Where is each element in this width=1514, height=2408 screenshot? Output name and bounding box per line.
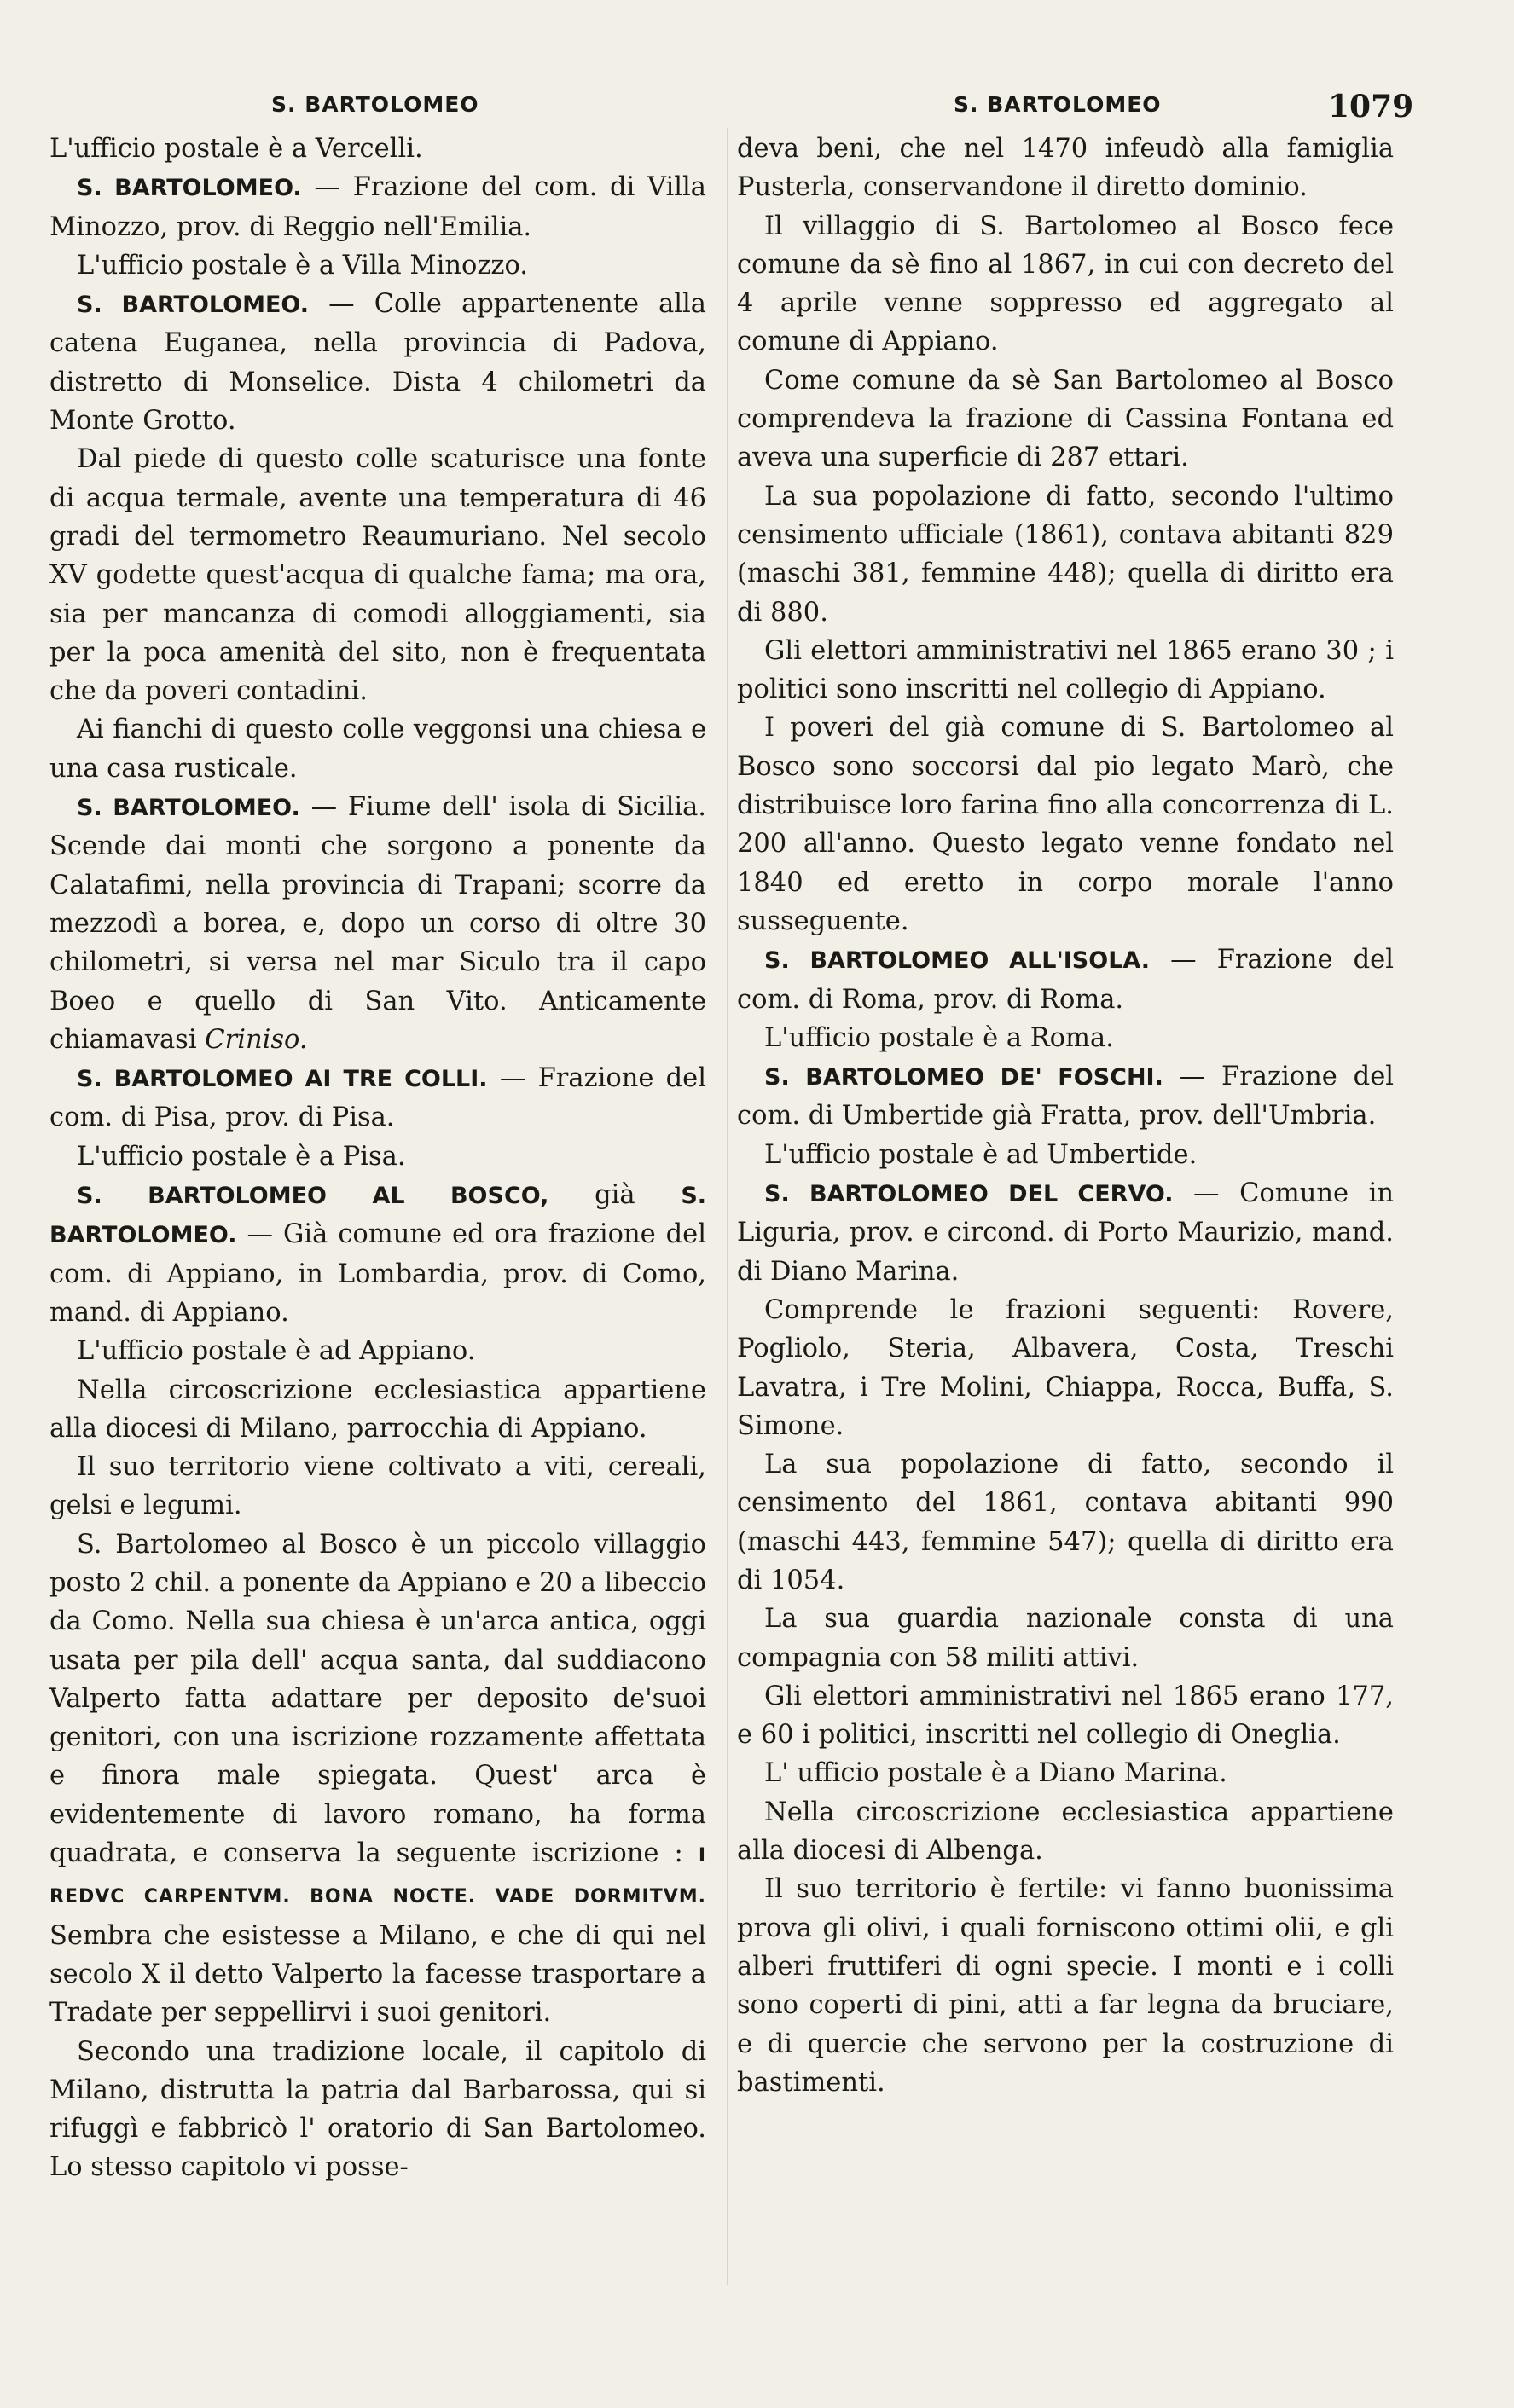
page-number: 1079 xyxy=(1328,89,1414,124)
entry-text: — Fiume dell' isola di Sicilia. Scende dai monti che sorgono a ponente da Calatafimi, nella provincia di Trapani; scorre da mezzodì a borea, e, dopo un corso di oltre 30 chilometri, si versa nel mar Siculo tra il capo Boeo e quello di San Vito. Anticamente chiamavasi xyxy=(49,792,706,1055)
left-column xyxy=(49,130,706,2187)
paragraph-text: La sua popolazione di fatto, secondo l'ultimo censimento ufficiale (1861), contava abitanti 829 (maschi 381, femmine 448); quella di diritto era di 880. xyxy=(737,481,1394,628)
entry xyxy=(49,168,706,246)
entry-text: — Colle appartenente alla catena Euganea, nella provincia di Padova, distretto di Monselice. Dista 4 chilometri da Monte Grotto. xyxy=(49,289,706,437)
entry-headword: S. BARTOLOMEO AI TRE COLLI. xyxy=(77,1066,488,1093)
entry-italic: Criniso. xyxy=(205,1024,308,1055)
entry-headword: S. BARTOLOMEO DE' FOSCHI. xyxy=(764,1064,1163,1091)
page-header xyxy=(0,89,1514,126)
paragraph xyxy=(49,440,706,710)
paragraph xyxy=(737,1754,1394,1792)
paragraph-text: Nella circoscrizione ecclesiastica appartiene alla diocesi di Albenga. xyxy=(737,1797,1394,1867)
paragraph-text: Sembra che esistesse a Milano, e che di qui nel secolo X il detto Valperto la facesse trasportare a Tradate per seppellirvi i suoi genitori. xyxy=(49,1920,706,2029)
entry-headword: S. BARTOLOMEO AL BOSCO, xyxy=(77,1183,549,1210)
paragraph-text: Comprende le frazioni seguenti: Rovere, Pogliolo, Steria, Albavera, Costa, Treschi Lavatra, i Tre Molini, Chiappa, Rocca, Buffa, S. Simone. xyxy=(737,1294,1394,1441)
paragraph-text: Nella circoscrizione ecclesiastica appartiene alla diocesi di Milano, parrocchia di Appiano. xyxy=(49,1375,706,1444)
paragraph-text: L'ufficio postale è ad Umbertide. xyxy=(764,1139,1198,1170)
paragraph xyxy=(49,1332,706,1370)
paragraph-text: I poveri del già comune di S. Bartolomeo al Bosco sono soccorsi dal pio legato Marò, che distribuisce loro farina fino alla concorrenza di L. 200 all'anno. Questo legato venne fondato nel 1840 ed eretto in corpo morale l'anno susseguente. xyxy=(737,713,1394,936)
entry-text: già xyxy=(548,1180,682,1211)
paragraph-text: S. Bartolomeo al Bosco è un piccolo villaggio posto 2 chil. a ponente da Appiano e 20 a libeccio da Como. Nella sua chiesa è un'arca antica, oggi usata per pila dell' acqua santa, dal suddiacono Valperto fatta adattare per deposito de'suoi genitori, con una iscrizione rozzamente affettata e finora male spiegata. Quest' arca è evidentemente di lavoro romano, ha forma quadrata, e conserva la seguente iscrizione : xyxy=(49,1529,706,1869)
paragraph xyxy=(49,130,706,168)
inscription: I REDVC CARPENTVM. BONA NOCTE. VADE DORMITVM. xyxy=(49,1845,706,1908)
paragraph xyxy=(737,130,1394,207)
paragraph xyxy=(737,207,1394,362)
paragraph-text: La sua popolazione di fatto, secondo il censimento del 1861, contava abitanti 990 (maschi 443, femmine 547); quella di diritto era di 1054. xyxy=(737,1450,1394,1595)
paragraph xyxy=(737,1019,1394,1057)
entry-text: — Frazione del com. di Roma, prov. di Roma. xyxy=(737,945,1394,1015)
paragraph-text: deva beni, che nel 1470 infeudò alla famiglia Pusterla, conservandone il diretto dominio. xyxy=(737,134,1394,203)
entry xyxy=(49,285,706,440)
paragraph xyxy=(737,709,1394,941)
entry xyxy=(737,1174,1394,1291)
paragraph xyxy=(737,632,1394,709)
right-column xyxy=(737,130,1394,2102)
paragraph-text: Il villaggio di S. Bartolomeo al Bosco fece comune da sè fino al 1867, in cui con decreto del 4 aprile venne soppresso ed aggregato al comune di Appiano. xyxy=(737,211,1394,357)
paragraph-text: L'ufficio postale è a Roma. xyxy=(764,1022,1114,1053)
entry-text: — Frazione del com. di Pisa, prov. di Pisa. xyxy=(49,1063,706,1133)
paragraph xyxy=(49,1137,706,1176)
entry-text: — Frazione del com. di Villa Minozzo, prov. di Reggio nell'Emilia. xyxy=(49,172,706,242)
paragraph-text: Ai fianchi di questo colle veggonsi una chiesa e una casa rusticale. xyxy=(49,715,706,784)
paragraph xyxy=(737,1793,1394,1871)
paragraph-text: Gli elettori amministrativi nel 1865 erano 30 ; i politici sono inscritti nel collegio di Appiano. xyxy=(737,635,1394,705)
paragraph xyxy=(49,710,706,788)
entry xyxy=(49,788,706,1059)
column-divider xyxy=(727,128,728,2285)
paragraph-text: Il suo territorio è fertile: vi fanno buonissima prova gli olivi, i quali forniscono ottimi olii, e gli alberi fruttiferi di ogni specie. I monti e i colli sono coperti di pini, atti a far legna da bruciare, e di quercie che servono per la costruzione di bastimenti. xyxy=(737,1874,1394,2098)
paragraph xyxy=(737,1445,1394,1600)
entry-text: — Comune in Liguria, prov. e circond. di Porto Maurizio, mand. di Diano Marina. xyxy=(737,1178,1394,1287)
paragraph xyxy=(737,1870,1394,2102)
paragraph xyxy=(737,1677,1394,1755)
entry-headword: S. BARTOLOMEO. xyxy=(77,795,300,822)
entry-headword: S. BARTOLOMEO DEL CERVO. xyxy=(764,1181,1174,1208)
entry-headword: S. BARTOLOMEO. xyxy=(77,175,302,202)
paragraph xyxy=(49,2033,706,2187)
paragraph xyxy=(49,1525,706,2033)
paragraph-text: Gli elettori amministrativi nel 1865 erano 177, e 60 i politici, inscritti nel collegio di Oneglia. xyxy=(737,1681,1394,1751)
paragraph-text: L'ufficio postale è a Vercelli. xyxy=(49,134,423,164)
paragraph-text: Il suo territorio viene coltivato a viti, cereali, gelsi e legumi. xyxy=(49,1452,706,1521)
entry xyxy=(49,1176,706,1332)
paragraph-text: Dal piede di questo colle scaturisce una fonte di acqua termale, avente una temperatura di 46 gradi del termometro Reaumuriano. Nel secolo XV godette quest'acqua di qualche fama; ma ora, sia per mancanza di comodi alloggiamenti, sia per la poca amenità del sito, non è frequentata che da poveri contadini. xyxy=(49,444,706,707)
entry xyxy=(737,941,1394,1019)
paragraph xyxy=(49,1448,706,1525)
running-head-right: S. BARTOLOMEO xyxy=(954,92,1162,117)
paragraph xyxy=(737,478,1394,632)
paragraph-text: L'ufficio postale è ad Appiano. xyxy=(77,1336,476,1367)
paragraph xyxy=(737,1291,1394,1445)
paragraph-text: L' ufficio postale è a Diano Marina. xyxy=(764,1758,1227,1789)
paragraph xyxy=(737,362,1394,478)
paragraph-text: La sua guardia nazionale consta di una compagnia con 58 militi attivi. xyxy=(737,1604,1394,1673)
entry-text: — Frazione del com. di Umbertide già Fratta, prov. dell'Umbria. xyxy=(737,1062,1394,1132)
entry-headword-alt: S. BARTOLOMEO. xyxy=(49,1183,707,1249)
paragraph-text: Come comune da sè San Bartolomeo al Bosco comprendeva la frazione di Cassina Fontana ed aveva una superficie di 287 ettari. xyxy=(737,365,1394,473)
paragraph xyxy=(737,1136,1394,1174)
entry-headword: S. BARTOLOMEO ALL'ISOLA. xyxy=(764,947,1151,975)
paragraph xyxy=(49,246,706,285)
running-head-left: S. BARTOLOMEO xyxy=(271,92,479,117)
paragraph-text: Secondo una tradizione locale, il capitolo di Milano, distrutta la patria dal Barbarossa, qui si rifuggì e fabbricò l' oratorio di San Bartolomeo. Lo stesso capitolo vi posse- xyxy=(49,2036,706,2183)
paragraph xyxy=(737,1600,1394,1677)
paragraph-text: L'ufficio postale è a Pisa. xyxy=(77,1141,406,1172)
entry-headword: S. BARTOLOMEO. xyxy=(77,292,310,319)
paragraph-text: L'ufficio postale è a Villa Minozzo. xyxy=(77,250,528,281)
entry xyxy=(49,1059,706,1137)
entry xyxy=(737,1057,1394,1136)
paragraph xyxy=(49,1371,706,1449)
entry-text: — Già comune ed ora frazione del com. di Appiano, in Lombardia, prov. di Como, mand. di Appiano. xyxy=(49,1219,706,1328)
